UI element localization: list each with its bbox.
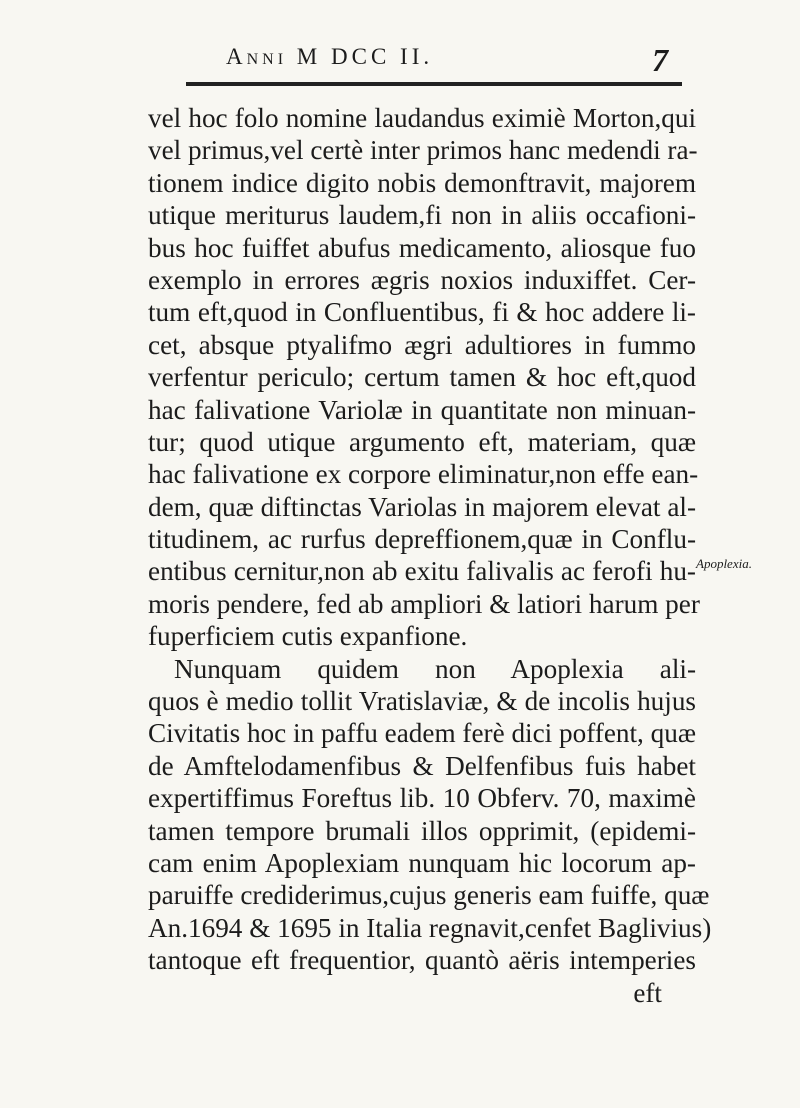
text-line: titudinem, ac rurfus depreffionem,quæ in Conflu- [148, 524, 696, 555]
text-line: moris pendere, fed ab ampliori & latiori harum per [148, 588, 700, 619]
text-line: cam enim Apoplexiam nunquam hic locorum ap- [148, 847, 696, 878]
text-line: tum eft,quod in Confluentibus, fi & hoc addere li- [148, 297, 696, 328]
text-line: utique meriturus laudem,fi non in aliis occafioni- [148, 200, 696, 231]
text-line: expertiffimus Foreftus lib. 10 Obferv. 70, maximè [148, 783, 696, 814]
text-line: cet, absque ptyalifmo ægri adultiores in fummo [148, 329, 696, 360]
text-line: vel primus,vel certè inter primos hanc medendi ra- [148, 135, 698, 166]
running-head: Anni M DCC II. [226, 44, 434, 69]
text-line: tamen tempore brumali illos opprimit, (epidemi- [148, 815, 696, 846]
text-line: de Amftelodamenfibus & Delfenfibus fuis habet [148, 750, 696, 781]
text-line: An.1694 & 1695 in Italia regnavit,cenfet Baglivius) [148, 912, 712, 943]
body-text [148, 102, 712, 1009]
header-rule [186, 82, 682, 86]
text-line: tionem indice digito nobis demonftravit, majorem [148, 167, 696, 198]
text-line: dem, quæ diftinctas Variolas in majorem elevat al- [148, 491, 696, 522]
text-line: Civitatis hoc in paffu eadem ferè dici poffent, quæ [148, 718, 696, 749]
text-line: hac falivatione Variolæ in quantitate non minuan- [148, 394, 696, 425]
text-line: vel hoc folo nomine laudandus eximiè Morton,qui [148, 103, 696, 133]
page-header [186, 44, 686, 90]
text-line: tur; quod utique argumento eft, materiam, quæ [148, 426, 696, 457]
text-line: bus hoc fuiffet abufus medicamento, aliosque fuo [148, 232, 696, 263]
margin-note: Apoplexia. [696, 556, 752, 571]
text-line: entibus cernitur,non ab exitu falivalis ac ferofi hu- [148, 556, 696, 587]
text-line: exemplo in errores ægris noxios induxiffet. Cer- [148, 264, 696, 295]
page-number: 7 [652, 42, 668, 78]
text-line: fuperficiem cutis expanfione. [148, 621, 468, 652]
text-line: paruiffe crediderimus,cujus generis eam fuiffe, quæ [148, 880, 710, 911]
text-line: tantoque eft frequentior, quantò aëris intemperies [148, 945, 696, 976]
catchword: eft [633, 977, 662, 1008]
text-line: quos è medio tollit Vratislaviæ, & de incolis hujus [148, 686, 696, 717]
text-line: verfentur periculo; certum tamen & hoc eft,quod [148, 362, 696, 393]
text-line: Nunquam quidem non Apoplexia ali- [174, 653, 696, 684]
text-line: hac falivatione ex corpore eliminatur,non effe ean- [148, 459, 699, 490]
